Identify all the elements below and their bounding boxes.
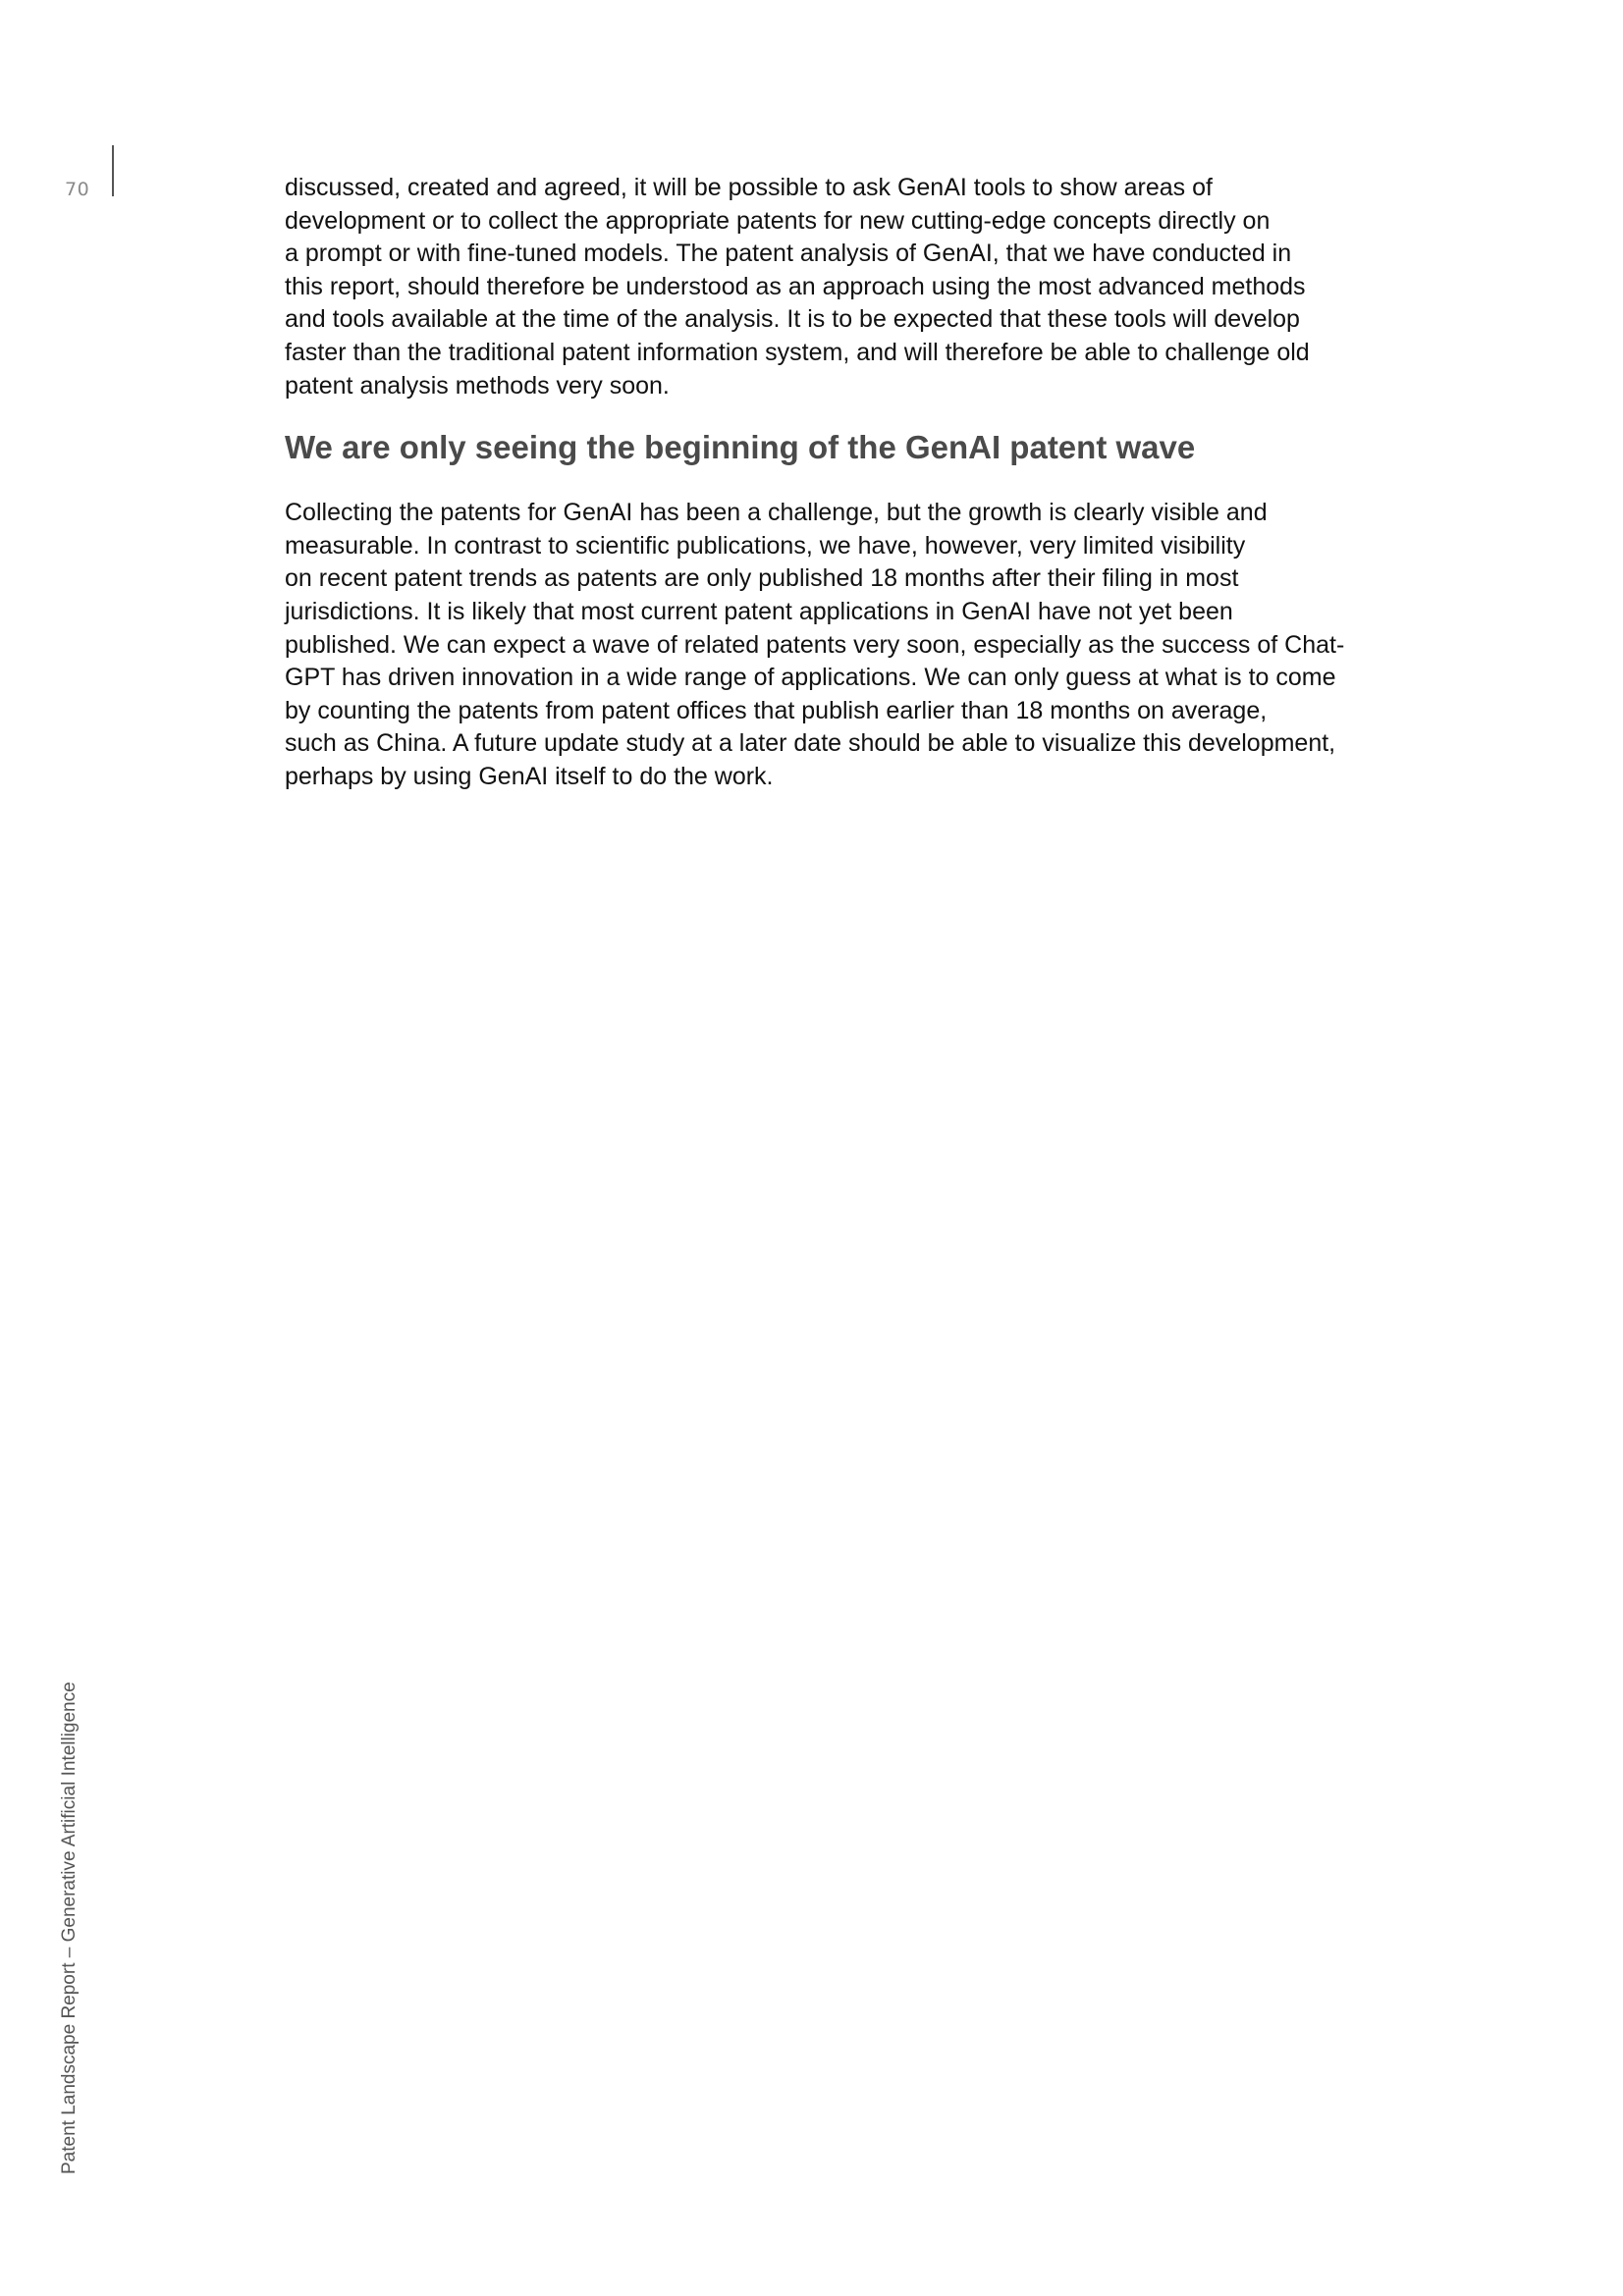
text-line: measurable. In contrast to scientific publications, we have, however, very limited visibility [285,531,1246,560]
text-line: published. We can expect a wave of related patents very soon, especially as the success of Chat- [285,630,1345,659]
page-number: 70 [65,179,90,200]
text-line: faster than the traditional patent information system, and will therefore be able to challenge old [285,338,1310,366]
text-line: by counting the patents from patent offices that publish earlier than 18 months on average, [285,696,1268,724]
text-line: GPT has driven innovation in a wide range of applications. We can only guess at what is to come [285,664,1336,692]
text-line: discussed, created and agreed, it will be possible to ask GenAI tools to show areas of [285,174,1213,201]
text-line: Collecting the patents for GenAI has been a challenge, but the growth is clearly visible and [285,499,1268,527]
text-line: a prompt or with fine-tuned models. The patent analysis of GenAI, that we have conducted in [285,240,1292,268]
text-line: this report, should therefore be understood as an approach using the most advanced methods [285,272,1306,300]
text-line: development or to collect the appropriate patents for new cutting-edge concepts directly on [285,206,1271,235]
report-footer-title: Patent Landscape Report – Generative Artificial Intelligence [59,1682,80,2174]
paragraph-patent-wave [285,497,1365,793]
text-line: and tools available at the time of the analysis. It is to be expected that these tools will develop [285,305,1300,334]
text-line: jurisdictions. It is likely that most current patent applications in GenAI have not yet been [285,597,1233,625]
text-line: on recent patent trends as patents are only published 18 months after their filing in most [285,564,1239,593]
paragraph-intro [285,172,1365,402]
page-number-divider [112,145,114,196]
text-line: such as China. A future update study at a later date should be able to visualize this development, [285,729,1336,758]
text-line: patent analysis methods very soon. [285,371,670,400]
section-heading: We are only seeing the beginning of the GenAI patent wave [285,429,1196,466]
text-line: perhaps by using GenAI itself to do the work. [285,762,774,790]
main-content [285,172,1365,794]
